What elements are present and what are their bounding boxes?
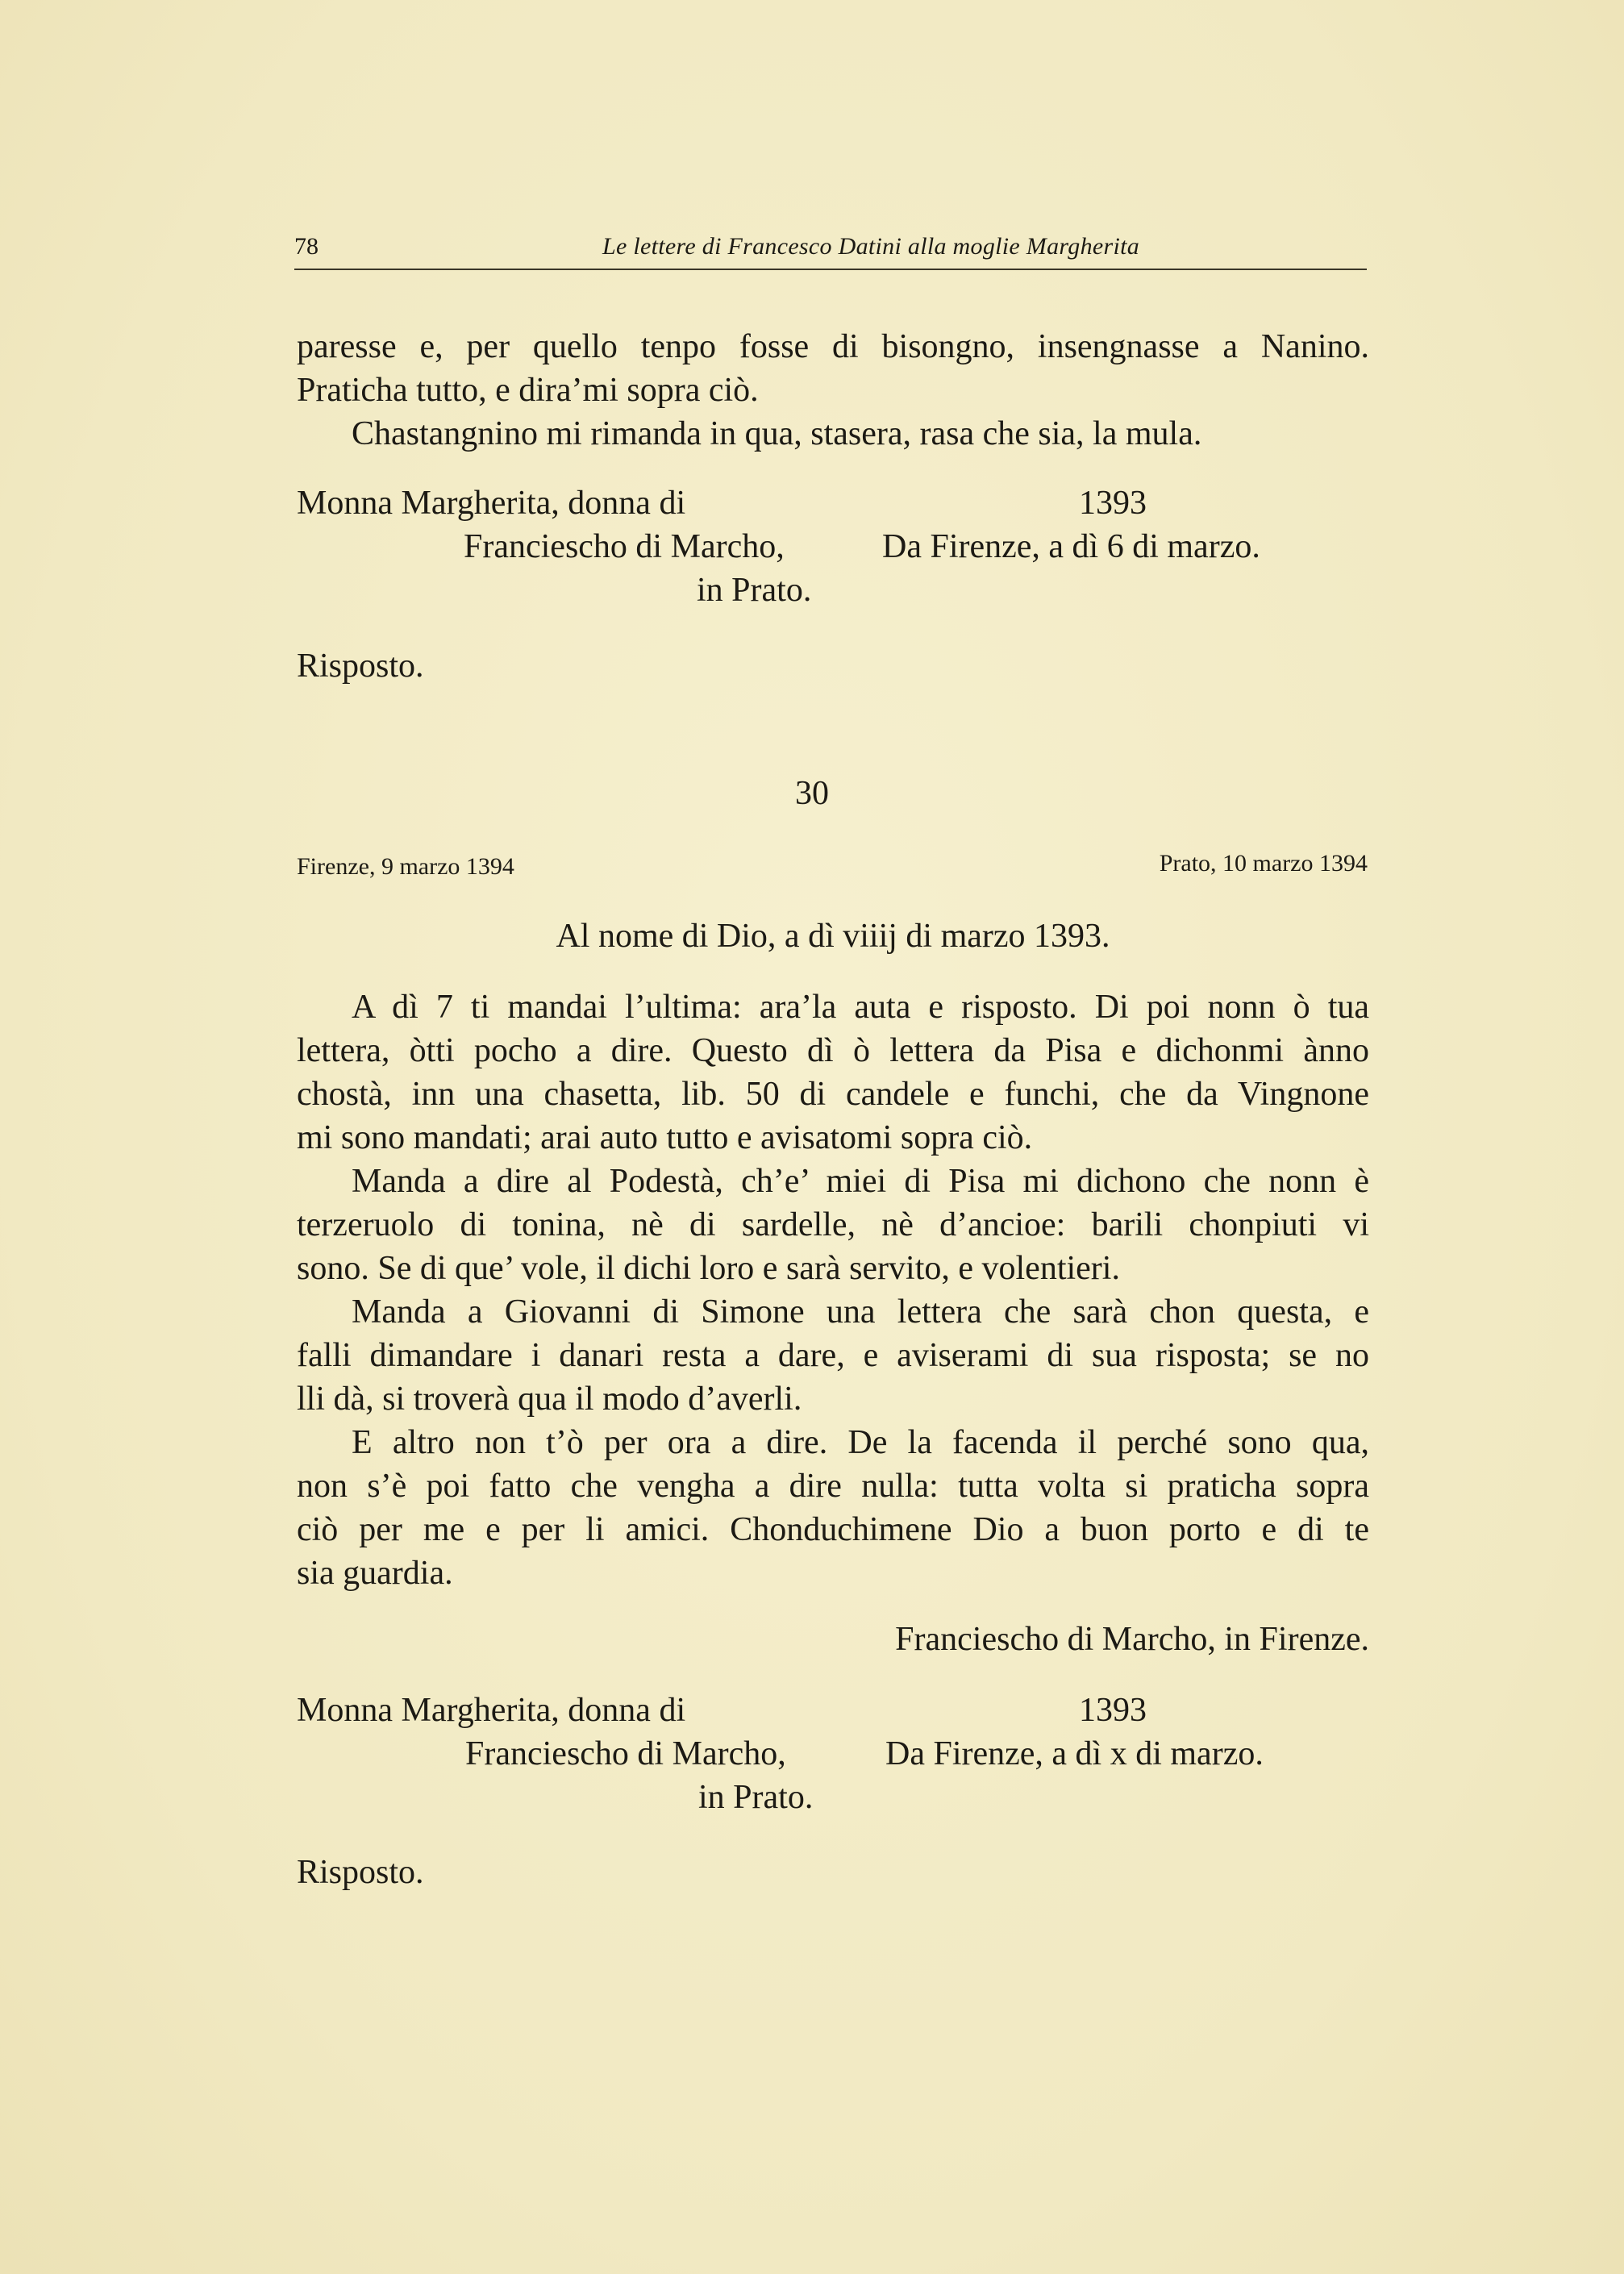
paragraph-4-line-2: non s’è poi fatto che vengha a dire nulla: tutta volta si praticha sopra [297,1468,1369,1505]
continuation-line-2: Praticha tutto, e dira’mi sopra ciò. [297,372,759,409]
paragraph-2-line-1: Manda a dire al Podestà, ch’e’ miei di Pisa mi dichono che nonn è [352,1163,1369,1200]
paragraph-2-line-3: sono. Se di que’ vole, il dichi loro e sarà servito, e volentieri. [297,1250,1120,1287]
paragraph-1-line-2: lettera, òtti pocho a dire. Questo dì ò lettera da Pisa e dichonmi ànno [297,1032,1369,1069]
address2-year: 1393 [1079,1692,1147,1729]
address1-year: 1393 [1079,485,1147,522]
page-number: 78 [294,233,319,260]
paragraph-4-line-4: sia guardia. [297,1555,453,1592]
page-header [294,230,1367,270]
paragraph-3-line-2: falli dimandare i danari resta a dare, e aviserami di sua risposta; se no [297,1337,1369,1374]
address2-date: Da Firenze, a dì x di marzo. [885,1735,1264,1772]
continuation-line-1: paresse e, per quello tenpo fosse di bisongno, insengnasse a Nanino. [297,328,1369,365]
address2-recipient-line2: Franciescho di Marcho, [465,1735,786,1772]
paragraph-3-line-3: lli dà, si troverà qua il modo d’averli. [297,1381,802,1418]
address1-date: Da Firenze, a dì 6 di marzo. [882,528,1260,565]
paragraph-3-line-1: Manda a Giovanni di Simone una lettera che sarà chon questa, e [352,1293,1369,1331]
address1-recipient-line1: Monna Margherita, donna di [297,485,686,522]
paragraph-4-line-3: ciò per me e per li amici. Chonduchimene Dio a buon porto e di te [297,1511,1369,1548]
paragraph-2-line-2: terzeruolo di tonina, nè di sardelle, nè d’ancioe: barili chonpiuti vi [297,1206,1369,1243]
paragraph-1-line-3: chostà, inn una chasetta, lib. 50 di candele e funchi, che da Vingnone [297,1076,1369,1113]
address2-recipient-line3: in Prato. [698,1779,814,1816]
address2-note: Risposto. [297,1854,424,1891]
paragraph-1-line-4: mi sono mandati; arai auto tutto e avisatomi sopra ciò. [297,1119,1033,1156]
address1-note: Risposto. [297,648,424,685]
paragraph-4-line-1: E altro non t’ò per ora a dire. De la facenda il perché sono qua, [352,1424,1369,1461]
address1-recipient-line2: Franciescho di Marcho, [464,528,785,565]
letter-signature: Franciescho di Marcho, in Firenze. [895,1621,1369,1658]
address1-recipient-line3: in Prato. [697,572,812,609]
letter-invocation: Al nome di Dio, a dì viiij di marzo 1393. [556,918,1110,955]
letter-origin: Firenze, 9 marzo 1394 [297,853,514,880]
running-title: Le lettere di Francesco Datini alla moglie Margherita [602,233,1140,260]
letter-destination: Prato, 10 marzo 1394 [1159,850,1368,877]
letter-number: 30 [795,775,829,812]
continuation-line-3: Chastangnino mi rimanda in qua, stasera, rasa che sia, la mula. [352,415,1202,452]
paragraph-1-line-1: A dì 7 ti mandai l’ultima: ara’la auta e risposto. Di poi nonn ò tua [352,989,1369,1026]
address2-recipient-line1: Monna Margherita, donna di [297,1692,686,1729]
